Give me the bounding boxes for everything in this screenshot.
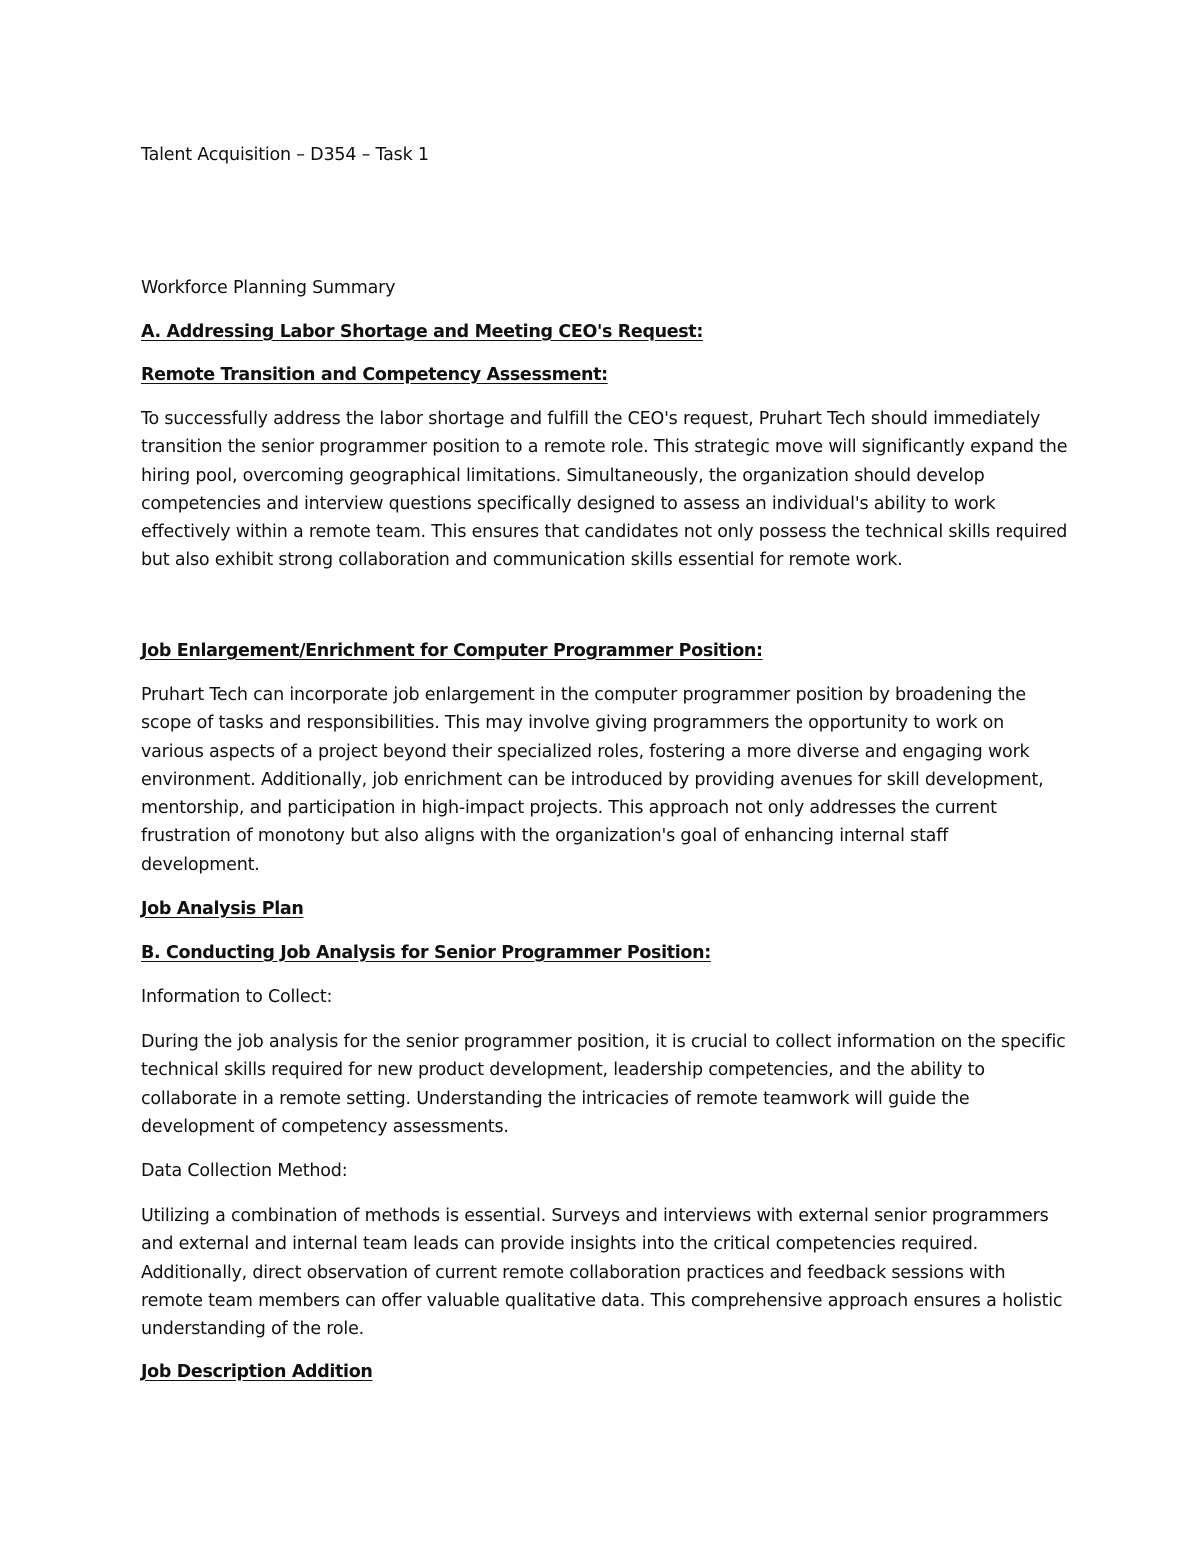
label-information-to-collect: Information to Collect:: [141, 987, 333, 1007]
paragraph-data-collection-method: Utilizing a combination of methods is essential. Surveys and interviews with external senior programmers and external and internal team leads can provide insights into the critical competencies required. Additionally, direct observation of current remote collaboration practices and feedback sessions with remote team members can offer valuable qualitative data. This comprehensive approach ensures a holistic understanding of the role.: [141, 1206, 1063, 1340]
section-title: Workforce Planning Summary: [141, 278, 396, 298]
heading-job-analysis-plan: Job Analysis Plan: [141, 899, 304, 919]
label-data-collection-method: Data Collection Method:: [141, 1161, 348, 1181]
paragraph-job-enlargement: Pruhart Tech can incorporate job enlargement in the computer programmer position by broadening the scope of tasks and responsibilities. This may involve giving programmers the opportunity to work on various aspects of a project beyond their specialized roles, fostering a more diverse and engaging work environment. Additionally, job enrichment can be introduced by providing avenues for skill development, mentorship, and participation in high-impact projects. This approach not only addresses the current frustration of monotony but also aligns with the organization's goal of enhancing internal staff development.: [141, 685, 1044, 875]
paragraph-remote-transition: To successfully address the labor shortage and fulfill the CEO's request, Pruhart Tech should immediately transition the senior programmer position to a remote role. This strategic move will significantly expand the hiring pool, overcoming geographical limitations. Simultaneously, the organization should develop competencies and interview questions specifically designed to assess an individual's ability to work effectively within a remote team. This ensures that candidates not only possess the technical skills required but also exhibit strong collaboration and communication skills essential for remote work.: [141, 409, 1068, 571]
heading-a: A. Addressing Labor Shortage and Meeting CEO's Request:: [141, 322, 703, 342]
paragraph-information-to-collect: During the job analysis for the senior programmer position, it is crucial to collect information on the specific technical skills required for new product development, leadership competencies, and the ability to collaborate in a remote setting. Understanding the intricacies of remote teamwork will guide the development of competency assessments.: [141, 1032, 1066, 1137]
heading-b: B. Conducting Job Analysis for Senior Programmer Position:: [141, 943, 711, 963]
heading-remote-transition: Remote Transition and Competency Assessment:: [141, 365, 608, 385]
heading-job-description-addition: Job Description Addition: [141, 1362, 373, 1382]
heading-job-enlargement: Job Enlargement/Enrichment for Computer Programmer Position:: [141, 641, 763, 661]
document-title: Talent Acquisition – D354 – Task 1: [141, 145, 429, 165]
